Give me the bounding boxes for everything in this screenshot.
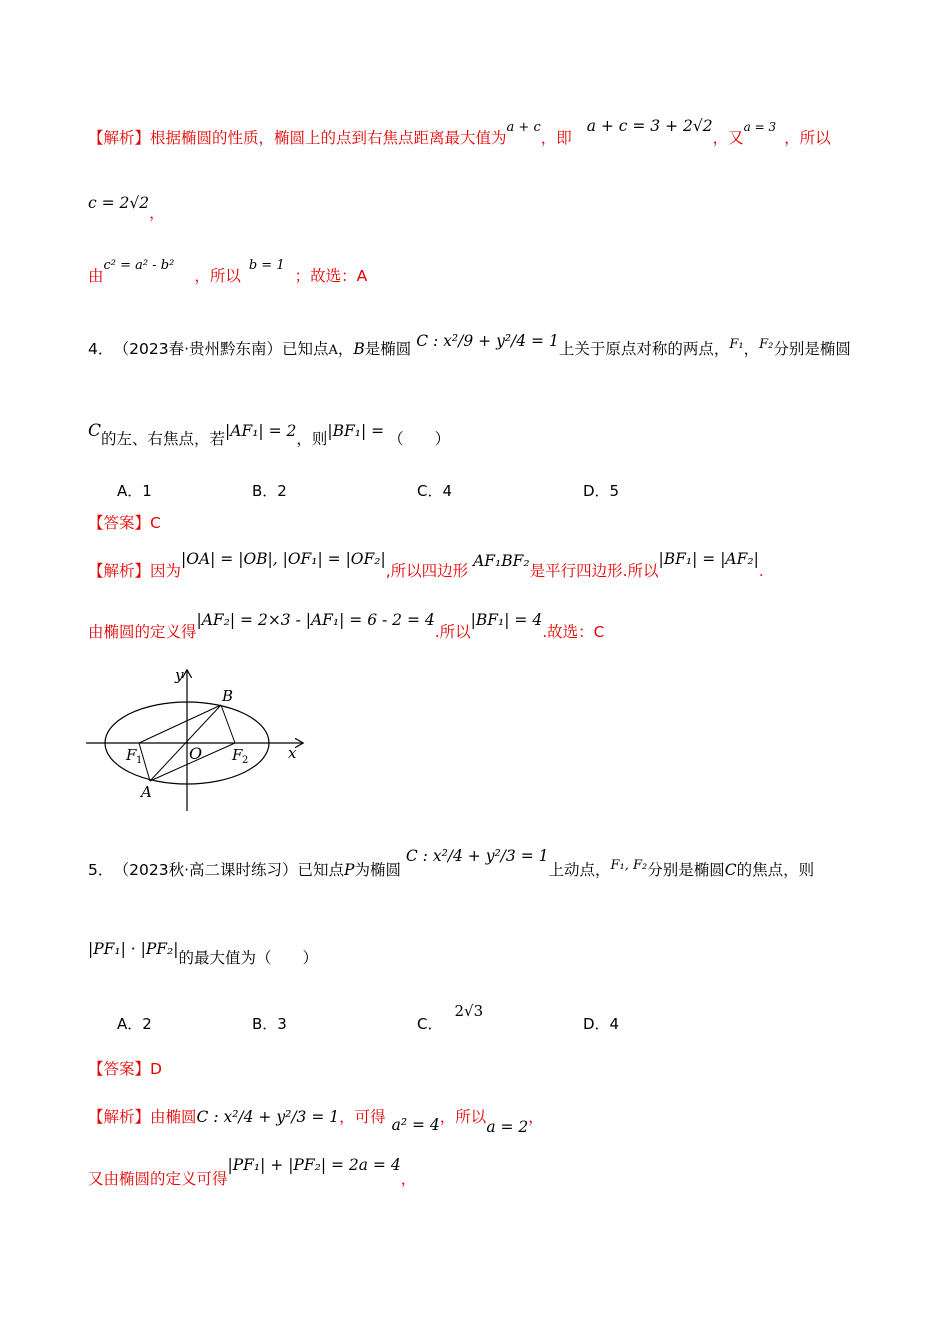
expr-a-squared: a² = 4 bbox=[391, 1116, 440, 1134]
expr-a-plus-c-value: a + c = 3 + 2√2 bbox=[586, 117, 713, 135]
q5-analysis-line1 bbox=[88, 1108, 544, 1136]
expr-bf1-af2: |BF₁| = |AF₂| bbox=[658, 550, 759, 568]
q3-analysis-line1 bbox=[88, 117, 831, 147]
expr-equal-segments: |OA| = |OB|, |OF₁| = |OF₂| bbox=[181, 550, 386, 568]
q4-option-d[interactable]: D．5 bbox=[583, 482, 620, 500]
expr-ellipse: C : x²/4 + y²/3 = 1 bbox=[196, 1108, 340, 1126]
analysis-text: ，可得 bbox=[339, 1108, 386, 1126]
segment-f1-b bbox=[139, 705, 221, 743]
q4-answer bbox=[88, 516, 161, 532]
label-f1-sub: 1 bbox=[136, 755, 143, 766]
condition-af1: |AF₁| = 2 bbox=[225, 422, 297, 440]
label-y: y bbox=[175, 666, 184, 684]
expr-b-value: b = 1 bbox=[248, 258, 285, 273]
expr-af2-calc: |AF₂| = 2×3 - |AF₁| = 6 - 2 = 4 bbox=[196, 611, 435, 629]
label-f2-sub: 2 bbox=[242, 755, 249, 766]
stem-text: 上动点， bbox=[548, 861, 611, 879]
segment-b-f2 bbox=[221, 705, 235, 743]
label-f2: F bbox=[232, 746, 243, 764]
stem-text: 的最大值为（ ） bbox=[178, 949, 318, 967]
q5-option-b[interactable]: B．3 bbox=[252, 1015, 287, 1033]
stem-text: 的左、右焦点，若 bbox=[101, 430, 226, 448]
stem-text: 是椭圆 bbox=[364, 340, 412, 358]
question-number: 4． bbox=[88, 340, 114, 358]
analysis-text: .故选：C bbox=[542, 623, 605, 641]
q5-stem-line1 bbox=[88, 847, 815, 879]
q5-analysis-line2 bbox=[88, 1156, 417, 1188]
expr-product: |PF₁| · |PF₂| bbox=[88, 940, 179, 958]
q4-option-a[interactable]: A．1 bbox=[117, 482, 152, 500]
answer-label: 【答案】 bbox=[88, 1060, 151, 1078]
q4-stem-line2 bbox=[88, 421, 451, 448]
q3-analysis-line2 bbox=[88, 194, 165, 222]
analysis-text: ， bbox=[528, 1108, 544, 1126]
analysis-text: .所以 bbox=[434, 623, 471, 641]
point-a: A bbox=[328, 343, 338, 358]
analysis-text: ，所以 bbox=[439, 1108, 487, 1126]
separator: ， bbox=[743, 340, 760, 358]
foci: F₁, F₂ bbox=[610, 858, 648, 873]
separator: ， bbox=[337, 340, 354, 358]
answer-paren: （ ） bbox=[388, 430, 451, 448]
separator: ，所以 bbox=[194, 267, 241, 285]
label-f1: F bbox=[126, 746, 137, 764]
answer-tail: ；故选：A bbox=[294, 267, 368, 285]
answer-label: 【答案】 bbox=[88, 514, 151, 532]
stem-text: 为椭圆 bbox=[354, 861, 401, 879]
analysis-text: 因为 bbox=[150, 562, 182, 580]
analysis-label: 【解析】 bbox=[88, 129, 151, 147]
question-source: （2023春·贵州黔东南）已知点 bbox=[121, 340, 329, 358]
q5-stem-line2 bbox=[88, 940, 318, 967]
label-x: x bbox=[288, 744, 297, 762]
answer-value: D bbox=[150, 1060, 162, 1078]
expr-c-value: c = 2√2 bbox=[88, 194, 150, 212]
analysis-text: ,所以四边形 bbox=[385, 562, 469, 580]
stem-text: ，则 bbox=[296, 430, 328, 448]
question-bf1: |BF₁| = bbox=[327, 422, 385, 440]
q4-option-c[interactable]: C．4 bbox=[417, 482, 453, 500]
analysis-label: 【解析】 bbox=[88, 562, 151, 580]
analysis-text: 是平行四边形.所以 bbox=[529, 562, 659, 580]
analysis-text: ， bbox=[400, 1170, 417, 1188]
answer-value: C bbox=[150, 514, 161, 532]
question-source: （2023秋·高二课时练习）已知点 bbox=[121, 861, 344, 879]
q4-analysis-line2 bbox=[88, 611, 605, 641]
focus-f1: F₁ bbox=[729, 337, 744, 352]
stem-text: 分别是椭圆 bbox=[647, 861, 725, 879]
expr-a-plus-c: a + c bbox=[506, 120, 541, 135]
analysis-text: 又由椭圆的定义可得 bbox=[88, 1170, 228, 1188]
label-a: A bbox=[141, 783, 152, 801]
q5-option-c-label: C． bbox=[417, 1015, 443, 1033]
q4-option-b[interactable]: B．2 bbox=[252, 482, 287, 500]
analysis-text: 由椭圆 bbox=[150, 1108, 197, 1126]
expr-a-value: a = 2 bbox=[486, 1118, 529, 1136]
q5-option-d[interactable]: D．4 bbox=[583, 1015, 620, 1033]
expr-a-value: a = 3 bbox=[743, 120, 777, 134]
q3-analysis-line3 bbox=[88, 258, 368, 285]
separator: ，又 bbox=[712, 129, 744, 147]
stem-text: 的焦点，则 bbox=[736, 861, 815, 879]
question-number: 5． bbox=[88, 861, 114, 879]
q5-option-c[interactable] bbox=[417, 1002, 484, 1034]
stem-text: 分别是椭圆 bbox=[773, 340, 851, 358]
separator: ，即 bbox=[540, 129, 572, 147]
q5-option-c-expr: 2√3 bbox=[454, 1002, 484, 1020]
label-b: B bbox=[222, 687, 234, 705]
expr-definition: |PF₁| + |PF₂| = 2a = 4 bbox=[227, 1156, 401, 1174]
q4-analysis-line1 bbox=[88, 550, 764, 580]
ellipse-c: C bbox=[724, 861, 737, 879]
ellipse-equation: C : x²/9 + y²/4 = 1 bbox=[416, 332, 559, 350]
q5-answer bbox=[88, 1062, 162, 1078]
label-o: O bbox=[189, 744, 203, 763]
point-p: P bbox=[344, 861, 355, 879]
analysis-text: . bbox=[758, 562, 764, 580]
expr-bf1-result: |BF₁| = 4 bbox=[470, 611, 543, 629]
separator: ， bbox=[149, 204, 165, 222]
analysis-text: 由椭圆的定义得 bbox=[88, 623, 197, 641]
point-b: B bbox=[353, 340, 365, 358]
ellipse-figure bbox=[84, 663, 324, 813]
q5-option-a[interactable]: A．2 bbox=[117, 1015, 152, 1033]
expr-quadrilateral: AF₁BF₂ bbox=[473, 552, 530, 570]
stem-text: 上关于原点对称的两点， bbox=[558, 340, 730, 358]
expr-relation: c² = a² - b² bbox=[103, 258, 175, 273]
focus-f2: F₂ bbox=[759, 337, 774, 352]
ellipse-equation: C : x²/4 + y²/3 = 1 bbox=[405, 847, 549, 865]
q4-stem-line1 bbox=[88, 332, 851, 358]
analysis-label: 【解析】 bbox=[88, 1108, 151, 1126]
separator: ，所以 bbox=[784, 129, 831, 147]
text-you: 由 bbox=[88, 267, 104, 285]
analysis-text: 根据椭圆的性质，椭圆上的点到右焦点距离最大值为 bbox=[150, 129, 507, 147]
ellipse-c: C bbox=[88, 421, 102, 441]
